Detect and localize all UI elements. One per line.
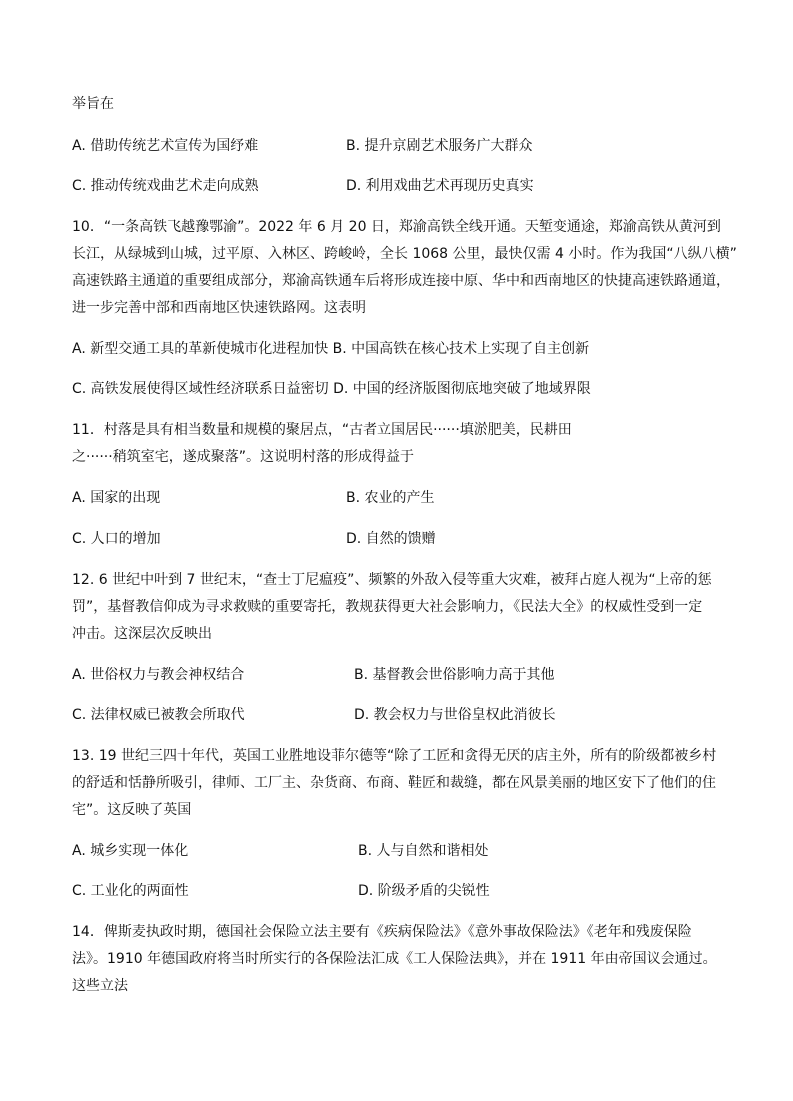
q12-option-d: D. 教会权力与世俗皇权此消彼长 [354,707,556,723]
q10-stem-line-3: 高速铁路主通道的重要组成部分，郑渝高铁通车后将形成连接中原、华中和西南地区的快捷高速铁路通道， [72,273,730,289]
q12-stem-line-3: 冲击。这深层次反映出 [72,626,212,642]
q10-options-line-1: A. 新型交通工具的革新使城市化进程加快 B. 中国高铁在核心技术上实现了自主创新 [72,341,590,357]
q9-stem-tail: 举旨在 [72,96,114,112]
q11-option-b: B. 农业的产生 [346,490,435,506]
q9-option-b: B. 提升京剧艺术服务广大群众 [346,138,533,154]
q11-stem-line-1: 11．村落是具有相当数量和规模的聚居点，“古者立国居民······填淤肥美，民耕田 [72,422,572,438]
q13-option-d: D. 阶级矛盾的尖锐性 [358,883,490,899]
q11-option-c: C. 人口的增加 [72,531,161,547]
q10-stem-line-2: 长江，从绿城到山城，过平原、入林区、跨峻岭，全长 1068 公里，最快仅需 4 小时。作为我国“八纵八横” [72,246,737,262]
q13-option-b: B. 人与自然和谐相处 [358,843,489,859]
q13-option-a: A. 城乡实现一体化 [72,843,189,859]
q11-option-d: D. 自然的馈赠 [346,531,436,547]
q12-option-b: B. 基督教会世俗影响力高于其他 [354,667,555,683]
q10-options-line-2: C. 高铁发展使得区域性经济联系日益密切 D. 中国的经济版图彻底地突破了地域界限 [72,381,591,397]
q9-option-a: A. 借助传统艺术宣传为国纾难 [72,138,259,154]
q10-stem-line-1: 10．“一条高铁飞越豫鄂渝”。2022 年 6 月 20 日，郑渝高铁全线开通。天堑变通途，郑渝高铁从黄河到 [72,219,721,235]
q13-stem-line-2: 的舒适和恬静所吸引，律师、工厂主、杂货商、布商、鞋匠和裁缝，都在风景美丽的地区安下了他们的住 [72,775,716,791]
q12-stem-line-1: 12. 6 世纪中叶到 7 世纪末，“查士丁尼瘟疫”、频繁的外敌入侵等重大灾难，被拜占庭人视为“上帝的惩 [72,572,712,588]
q14-stem-line-1: 14．俾斯麦执政时期，德国社会保险立法主要有《疾病保险法》《意外事故保险法》《老年和残废保险 [72,924,692,940]
q12-option-a: A. 世俗权力与教会神权结合 [72,667,245,683]
q13-stem-line-3: 宅”。这反映了英国 [72,802,192,818]
q10-stem-line-4: 进一步完善中部和西南地区快速铁路网。这表明 [72,300,366,316]
q11-option-a: A. 国家的出现 [72,490,161,506]
q9-option-d: D. 利用戏曲艺术再现历史真实 [346,178,534,194]
q14-stem-line-2: 法》。1910 年德国政府将当时所实行的各保险法汇成《工人保险法典》，并在 1911 年由帝国议会通过。 [72,951,717,967]
q9-option-c: C. 推动传统戏曲艺术走向成熟 [72,178,259,194]
q13-stem-line-1: 13. 19 世纪三四十年代，英国工业胜地设菲尔德等“除了工匠和贪得无厌的店主外，所有的阶级都被乡村 [72,748,717,764]
q13-option-c: C. 工业化的两面性 [72,883,189,899]
q12-stem-line-2: 罚”，基督教信仰成为寻求救赎的重要寄托，教规获得更大社会影响力，《民法大全》的权威性受到一定 [72,599,703,615]
q14-stem-line-3: 这些立法 [72,978,128,994]
q12-option-c: C. 法律权威已被教会所取代 [72,707,245,723]
q11-stem-line-2: 之······稍筑室宅，遂成聚落”。这说明村落的形成得益于 [72,449,414,465]
